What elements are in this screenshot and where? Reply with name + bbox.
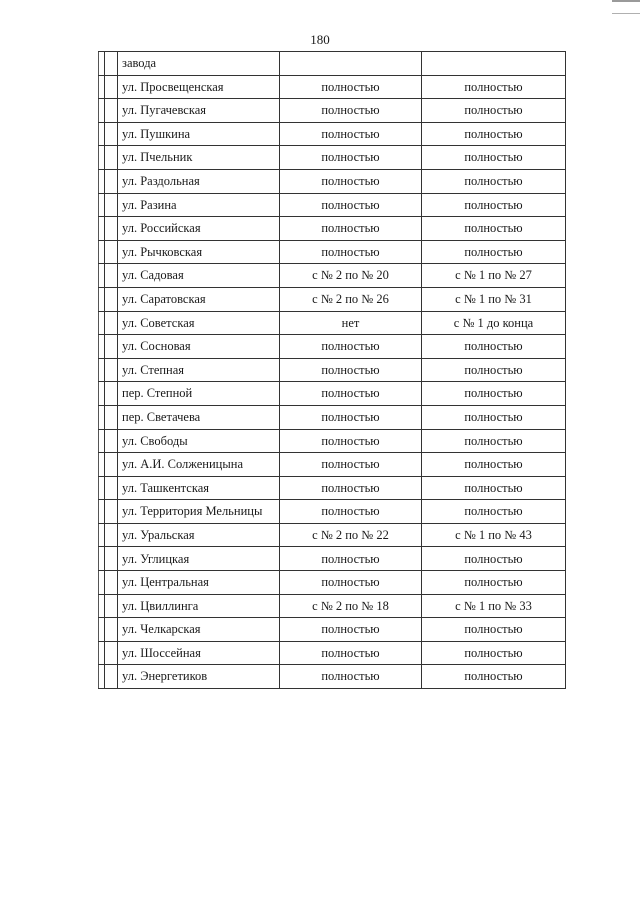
table-row xyxy=(99,264,566,288)
group-cell xyxy=(105,547,118,571)
even-houses-cell: полностью xyxy=(280,500,422,524)
group-cell xyxy=(105,618,118,642)
street-name-cell: завода xyxy=(118,52,280,76)
group-cell xyxy=(105,169,118,193)
street-name-cell: ул. Пчельник xyxy=(118,146,280,170)
table-row xyxy=(99,52,566,76)
group-cell xyxy=(105,217,118,241)
scan-corner-mark xyxy=(612,0,640,14)
group-cell xyxy=(105,358,118,382)
table-row xyxy=(99,594,566,618)
group-cell xyxy=(105,405,118,429)
odd-houses-cell: полностью xyxy=(422,618,566,642)
even-houses-cell: полностью xyxy=(280,169,422,193)
group-cell xyxy=(105,146,118,170)
table-row xyxy=(99,665,566,689)
even-houses-cell: полностью xyxy=(280,75,422,99)
street-name-cell: ул. Пугачевская xyxy=(118,99,280,123)
table-row xyxy=(99,99,566,123)
even-houses-cell: с № 2 по № 26 xyxy=(280,287,422,311)
street-name-cell: ул. Раздольная xyxy=(118,169,280,193)
group-cell xyxy=(105,500,118,524)
odd-houses-cell: полностью xyxy=(422,358,566,382)
table-row xyxy=(99,571,566,595)
street-name-cell: ул. Степная xyxy=(118,358,280,382)
table-row xyxy=(99,476,566,500)
table-row xyxy=(99,641,566,665)
odd-houses-cell: полностью xyxy=(422,193,566,217)
odd-houses-cell: полностью xyxy=(422,453,566,477)
even-houses-cell: полностью xyxy=(280,405,422,429)
group-cell xyxy=(105,594,118,618)
odd-houses-cell: полностью xyxy=(422,99,566,123)
street-name-cell: ул. Шоссейная xyxy=(118,641,280,665)
odd-houses-cell: полностью xyxy=(422,146,566,170)
street-name-cell: ул. Саратовская xyxy=(118,287,280,311)
odd-houses-cell: полностью xyxy=(422,335,566,359)
even-houses-cell: полностью xyxy=(280,476,422,500)
odd-houses-cell: полностью xyxy=(422,405,566,429)
street-name-cell: ул. Садовая xyxy=(118,264,280,288)
table-row xyxy=(99,146,566,170)
even-houses-cell: с № 2 по № 18 xyxy=(280,594,422,618)
even-houses-cell: полностью xyxy=(280,547,422,571)
even-houses-cell: полностью xyxy=(280,240,422,264)
street-name-cell: пер. Светачева xyxy=(118,405,280,429)
odd-houses-cell: с № 1 до конца xyxy=(422,311,566,335)
table-row xyxy=(99,311,566,335)
group-cell xyxy=(105,665,118,689)
odd-houses-cell: полностью xyxy=(422,571,566,595)
street-name-cell: ул. Территория Мельницы xyxy=(118,500,280,524)
even-houses-cell: полностью xyxy=(280,217,422,241)
street-name-cell: ул. Уральская xyxy=(118,523,280,547)
table-row xyxy=(99,405,566,429)
table-row xyxy=(99,382,566,406)
odd-houses-cell: полностью xyxy=(422,500,566,524)
odd-houses-cell: полностью xyxy=(422,240,566,264)
group-cell xyxy=(105,99,118,123)
even-houses-cell: полностью xyxy=(280,571,422,595)
odd-houses-cell: полностью xyxy=(422,547,566,571)
table-row xyxy=(99,217,566,241)
street-name-cell: ул. А.И. Солженицына xyxy=(118,453,280,477)
table-row xyxy=(99,75,566,99)
even-houses-cell: полностью xyxy=(280,146,422,170)
odd-houses-cell: полностью xyxy=(422,665,566,689)
group-cell xyxy=(105,311,118,335)
street-table-body xyxy=(99,52,566,689)
table-row xyxy=(99,169,566,193)
group-cell xyxy=(105,641,118,665)
table-row xyxy=(99,500,566,524)
street-name-cell: ул. Пушкина xyxy=(118,122,280,146)
even-houses-cell: полностью xyxy=(280,193,422,217)
table-row xyxy=(99,122,566,146)
even-houses-cell: полностью xyxy=(280,429,422,453)
group-cell xyxy=(105,122,118,146)
group-cell xyxy=(105,453,118,477)
odd-houses-cell: с № 1 по № 31 xyxy=(422,287,566,311)
even-houses-cell: полностью xyxy=(280,665,422,689)
street-name-cell: ул. Свободы xyxy=(118,429,280,453)
even-houses-cell: полностью xyxy=(280,453,422,477)
even-houses-cell: нет xyxy=(280,311,422,335)
street-name-cell: ул. Ташкентская xyxy=(118,476,280,500)
table-row xyxy=(99,547,566,571)
even-houses-cell: полностью xyxy=(280,99,422,123)
street-name-cell: пер. Степной xyxy=(118,382,280,406)
odd-houses-cell xyxy=(422,52,566,76)
even-houses-cell: полностью xyxy=(280,335,422,359)
table-row xyxy=(99,193,566,217)
table-row xyxy=(99,287,566,311)
even-houses-cell: полностью xyxy=(280,122,422,146)
odd-houses-cell: полностью xyxy=(422,476,566,500)
group-cell xyxy=(105,571,118,595)
even-houses-cell xyxy=(280,52,422,76)
street-table xyxy=(98,51,566,689)
even-houses-cell: с № 2 по № 22 xyxy=(280,523,422,547)
group-cell xyxy=(105,75,118,99)
street-name-cell: ул. Советская xyxy=(118,311,280,335)
group-cell xyxy=(105,52,118,76)
group-cell xyxy=(105,287,118,311)
odd-houses-cell: полностью xyxy=(422,429,566,453)
even-houses-cell: полностью xyxy=(280,358,422,382)
group-cell xyxy=(105,193,118,217)
street-name-cell: ул. Углицкая xyxy=(118,547,280,571)
street-name-cell: ул. Рычковская xyxy=(118,240,280,264)
odd-houses-cell: полностью xyxy=(422,382,566,406)
table-row xyxy=(99,523,566,547)
odd-houses-cell: полностью xyxy=(422,122,566,146)
street-name-cell: ул. Челкарская xyxy=(118,618,280,642)
odd-houses-cell: с № 1 по № 27 xyxy=(422,264,566,288)
odd-houses-cell: с № 1 по № 43 xyxy=(422,523,566,547)
street-name-cell: ул. Цвиллинга xyxy=(118,594,280,618)
table-row xyxy=(99,429,566,453)
odd-houses-cell: полностью xyxy=(422,169,566,193)
table-row xyxy=(99,240,566,264)
even-houses-cell: полностью xyxy=(280,382,422,406)
odd-houses-cell: полностью xyxy=(422,217,566,241)
group-cell xyxy=(105,335,118,359)
table-row xyxy=(99,335,566,359)
group-cell xyxy=(105,523,118,547)
table-row xyxy=(99,358,566,382)
street-name-cell: ул. Просвещенская xyxy=(118,75,280,99)
street-name-cell: ул. Российская xyxy=(118,217,280,241)
street-name-cell: ул. Энергетиков xyxy=(118,665,280,689)
odd-houses-cell: с № 1 по № 33 xyxy=(422,594,566,618)
even-houses-cell: полностью xyxy=(280,618,422,642)
odd-houses-cell: полностью xyxy=(422,641,566,665)
odd-houses-cell: полностью xyxy=(422,75,566,99)
even-houses-cell: полностью xyxy=(280,641,422,665)
table-row xyxy=(99,618,566,642)
street-name-cell: ул. Разина xyxy=(118,193,280,217)
even-houses-cell: с № 2 по № 20 xyxy=(280,264,422,288)
group-cell xyxy=(105,429,118,453)
group-cell xyxy=(105,264,118,288)
street-name-cell: ул. Центральная xyxy=(118,571,280,595)
group-cell xyxy=(105,240,118,264)
group-cell xyxy=(105,476,118,500)
table-row xyxy=(99,453,566,477)
group-cell xyxy=(105,382,118,406)
page-number: 180 xyxy=(310,32,330,47)
street-name-cell: ул. Сосновая xyxy=(118,335,280,359)
